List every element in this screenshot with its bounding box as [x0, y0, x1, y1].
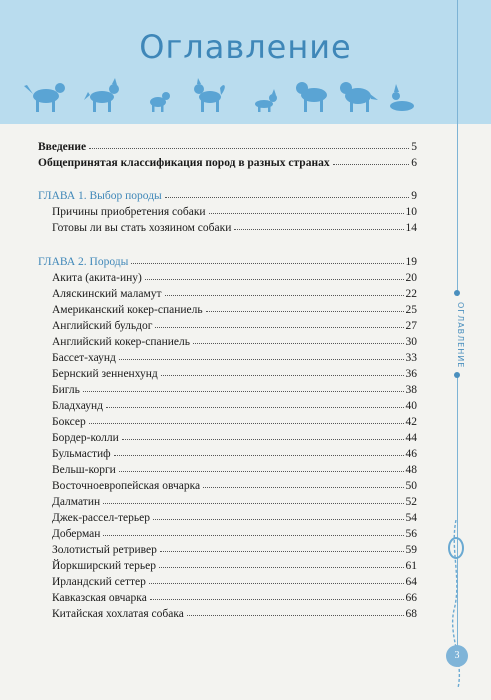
toc-entry-title: Бордер-колли	[52, 432, 119, 444]
toc-entry-title: ГЛАВА 2. Породы	[38, 256, 129, 268]
dot-leader	[160, 551, 404, 552]
toc-entry	[52, 428, 417, 444]
toc-entry	[52, 556, 417, 572]
toc-entry-title: Общепринятая классификация пород в разных странах	[38, 157, 330, 169]
toc-entry	[52, 476, 417, 492]
toc-page-number: 44	[405, 432, 417, 444]
toc-entry	[52, 412, 417, 428]
toc-page-number: 33	[405, 352, 417, 364]
toc-page-number: 20	[405, 272, 417, 284]
toc-page-number: 68	[405, 608, 417, 620]
dot-leader	[122, 439, 404, 440]
toc-entry-title: Английский бульдог	[52, 320, 153, 332]
toc-page-number: 52	[405, 496, 417, 508]
toc-page-number: 9	[411, 190, 417, 202]
toc-entry-title: Бладхаунд	[52, 400, 104, 412]
dot-leader	[103, 535, 403, 536]
toc-page-number: 42	[405, 416, 417, 428]
toc-entry	[52, 492, 417, 508]
toc-entry-title: Причины приобретения собаки	[52, 206, 206, 218]
toc-entry-title: Боксер	[52, 416, 86, 428]
dot-leader	[119, 359, 404, 360]
toc-page-number: 54	[405, 512, 417, 524]
toc-page-number: 30	[405, 336, 417, 348]
toc-entry-title: Доберман	[52, 528, 101, 540]
toc-entry	[52, 300, 417, 316]
toc-page-number: 46	[405, 448, 417, 460]
toc-entry-title: Китайская хохлатая собака	[52, 608, 184, 620]
toc-entry	[52, 202, 417, 218]
toc-entry	[38, 153, 417, 169]
dot-leader	[165, 295, 404, 296]
toc-page-number: 56	[405, 528, 417, 540]
toc-page-number: 61	[405, 560, 417, 572]
toc-entry-title: Йоркширский терьер	[52, 560, 157, 572]
toc-entry-title: Бигль	[52, 384, 80, 396]
toc-page-number: 38	[405, 384, 417, 396]
toc-chapter	[38, 252, 417, 268]
dot-leader	[89, 148, 409, 149]
side-section-label: ОГЛАВЛЕНИЕ	[449, 296, 465, 374]
toc-page-number: 22	[405, 288, 417, 300]
dot-leader	[209, 213, 404, 214]
toc-entry	[52, 218, 417, 234]
page-number: 3	[454, 650, 460, 661]
toc-entry-title: Введение	[38, 141, 87, 153]
toc-entry-title: Американский кокер-спаниель	[52, 304, 203, 316]
toc-entry	[52, 524, 417, 540]
toc-page-number: 14	[405, 222, 417, 234]
dot-leader	[193, 343, 403, 344]
toc-entry-title: Бульмастиф	[52, 448, 111, 460]
toc-entry-title: Бассет-хаунд	[52, 352, 116, 364]
toc-entry	[52, 572, 417, 588]
toc-entry-title: Золотистый ретривер	[52, 544, 157, 556]
dot-leader	[83, 391, 404, 392]
toc-entry-title: Кавказская овчарка	[52, 592, 147, 604]
toc-entry-title: Джек-рассел-терьер	[52, 512, 151, 524]
toc-entry-title: Готовы ли вы стать хозяином собаки	[52, 222, 232, 234]
toc-entry-title: ГЛАВА 1. Выбор породы	[38, 190, 162, 202]
toc-entry	[52, 364, 417, 380]
dot-leader	[149, 583, 404, 584]
dot-leader	[119, 471, 404, 472]
toc-entry-title: Акита (акита-ину)	[52, 272, 142, 284]
toc-entry-title: Восточноевропейская овчарка	[52, 480, 201, 492]
toc-entry	[52, 380, 417, 396]
toc-entry	[52, 508, 417, 524]
toc-entry	[52, 604, 417, 620]
toc-entry	[52, 268, 417, 284]
toc-page-number: 10	[405, 206, 417, 218]
dot-leader	[203, 487, 403, 488]
toc-page-number: 66	[405, 592, 417, 604]
toc-entry	[38, 137, 417, 153]
dot-leader	[103, 503, 403, 504]
toc-entry	[52, 332, 417, 348]
toc-page-number: 25	[405, 304, 417, 316]
toc-entry	[52, 444, 417, 460]
toc-page-number: 5	[411, 141, 417, 153]
dot-leader	[106, 407, 403, 408]
dot-leader	[155, 327, 403, 328]
toc-page-number: 48	[405, 464, 417, 476]
dot-leader	[145, 279, 404, 280]
dot-leader	[161, 375, 404, 376]
dot-leader	[153, 519, 403, 520]
dot-leader	[150, 599, 404, 600]
page-title: Оглавление	[139, 28, 352, 66]
toc-page-number: 40	[405, 400, 417, 412]
toc-page-number: 19	[405, 256, 417, 268]
dot-leader	[234, 229, 403, 230]
dot-leader	[206, 311, 404, 312]
toc-entry	[52, 348, 417, 364]
dot-leader	[165, 197, 409, 198]
toc-page-number: 50	[405, 480, 417, 492]
dot-leader	[159, 567, 403, 568]
toc-entry	[52, 284, 417, 300]
dot-leader	[187, 615, 404, 616]
toc-page-number: 36	[405, 368, 417, 380]
toc-entry	[52, 396, 417, 412]
dot-leader	[89, 423, 404, 424]
dot-leader	[333, 164, 410, 165]
toc-entry	[52, 460, 417, 476]
toc-entry-title: Далматин	[52, 496, 101, 508]
toc-entry-title: Аляскинский маламут	[52, 288, 162, 300]
toc-entry-title: Английский кокер-спаниель	[52, 336, 191, 348]
dot-leader	[131, 263, 403, 264]
toc-chapter	[38, 186, 417, 202]
toc-entry-title: Ирландский сеттер	[52, 576, 146, 588]
toc-page-number: 64	[405, 576, 417, 588]
toc-entry-title: Вельш-корги	[52, 464, 116, 476]
toc-page-number: 27	[405, 320, 417, 332]
toc-entry	[52, 540, 417, 556]
toc-page-number: 6	[411, 157, 417, 169]
dot-leader	[114, 455, 404, 456]
toc-entry	[52, 316, 417, 332]
toc-entry-title: Бернский зенненхунд	[52, 368, 158, 380]
toc-entry	[52, 588, 417, 604]
toc-page-number: 59	[405, 544, 417, 556]
